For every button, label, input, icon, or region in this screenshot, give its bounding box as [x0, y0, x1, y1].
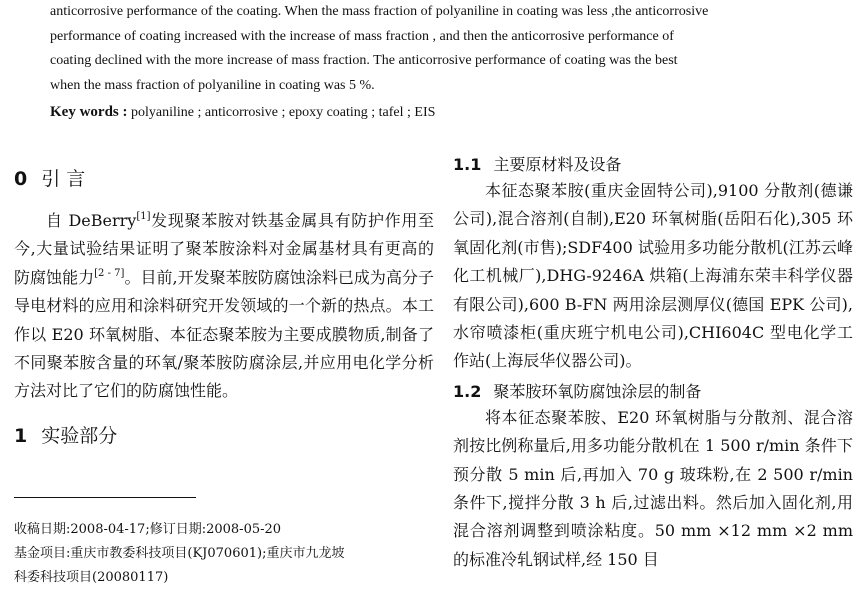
intro-text: 。目前,开发聚苯胺防腐蚀涂料已成为高分子导电材料的应用和涂料研究开发领域的一个新的热点。本工作以 E20 环氧树脂、本征态聚苯胺为主要成膜物质,制备了不同聚苯胺含量的环氧/聚苯胺防腐涂层,并应用电化学分析方法对比了它们的防腐蚀性能。	[14, 267, 434, 401]
abstract-line: when the mass fraction of polyaniline in coating was 5 %.	[50, 77, 375, 93]
section-title: 实验部分	[41, 424, 118, 447]
citation: [2 - 7]	[94, 267, 125, 279]
abstract-line: anticorrosive performance of the coating. When the mass fraction of polyaniline in coating was less ,the anticorrosive	[50, 4, 709, 19]
subsection-title: 聚苯胺环氧防腐蚀涂层的制备	[493, 381, 702, 401]
right-column	[453, 153, 853, 574]
subsection-number: 1.1	[453, 155, 482, 174]
subsection-title: 主要原材料及设备	[493, 155, 622, 174]
intro-paragraph	[14, 207, 434, 406]
abstract-line: performance of coating increased with the increase of mass fraction , and then the anticorrosive performance of	[50, 28, 674, 44]
subsection-heading-preparation	[453, 380, 853, 404]
section-number: 1	[14, 424, 28, 447]
section-heading-introduction	[14, 165, 434, 193]
subsection-number: 1.2	[453, 381, 482, 401]
intro-text: 发现聚苯胺对铁基金属具有防护作用至今,大量试验结果证明了聚苯胺涂料对金属基材具有更高的防腐蚀能力	[14, 211, 434, 287]
section-number: 0	[14, 168, 28, 190]
section-title: 引 言	[41, 168, 86, 190]
intro-text: 自 DeBerry	[46, 211, 137, 230]
section-heading-experimental	[14, 422, 434, 450]
keywords-label: Key words :	[50, 104, 128, 120]
footnote-funding: 基金项目:重庆市教委科技项目(KJ070601);重庆市九龙坡	[14, 546, 345, 561]
footnote-dates: 收稿日期:2008-04-17;修订日期:2008-05-20	[14, 522, 282, 537]
preparation-paragraph: 将本征态聚苯胺、E20 环氧树脂与分散剂、混合溶剂按比例称量后,用多功能分散机在 1 500 r/min 条件下预分散 5 min 后,再加入 70 g 玻珠粉,在 2 500 r/min条件下,搅拌分散 3 h 后,过滤出料。然后加入固化剂,用混合溶剂调整到喷涂粘度。50 mm ×12 mm ×2 mm 的标准冷轧钢试样,经 150 目	[453, 407, 853, 569]
keywords-list: polyaniline ; anticorrosive ; epoxy coating ; tafel ; EIS	[127, 105, 436, 120]
left-column	[14, 165, 434, 450]
citation: [1]	[136, 211, 151, 222]
footnote-divider	[14, 497, 196, 498]
subsection-heading-materials	[453, 153, 853, 177]
abstract-text	[50, 0, 822, 98]
footnote-funding: 科委科技项目(20080117)	[14, 570, 169, 585]
materials-paragraph: 本征态聚苯胺(重庆金固特公司),9100 分散剂(德谦公司),混合溶剂(自制),E20 环氧树脂(岳阳石化),305 环氧固化剂(市售);SDF400 试验用多功能分散机(江苏云峰化工机械厂),DHG-9246A 烘箱(上海浦东荣丰科学仪器有限公司),600 B-FN 两用涂层测厚仪(德国 EPK 公司),水帘喷漆柜(重庆班宁机电公司),CHI604C 型电化学工作站(上海辰华仪器公司)。	[453, 181, 853, 371]
footnotes	[14, 518, 434, 590]
keywords	[50, 101, 822, 124]
abstract-line: coating declined with the more increase of mass fraction. The anticorrosive performance of coating was the best	[50, 53, 678, 68]
